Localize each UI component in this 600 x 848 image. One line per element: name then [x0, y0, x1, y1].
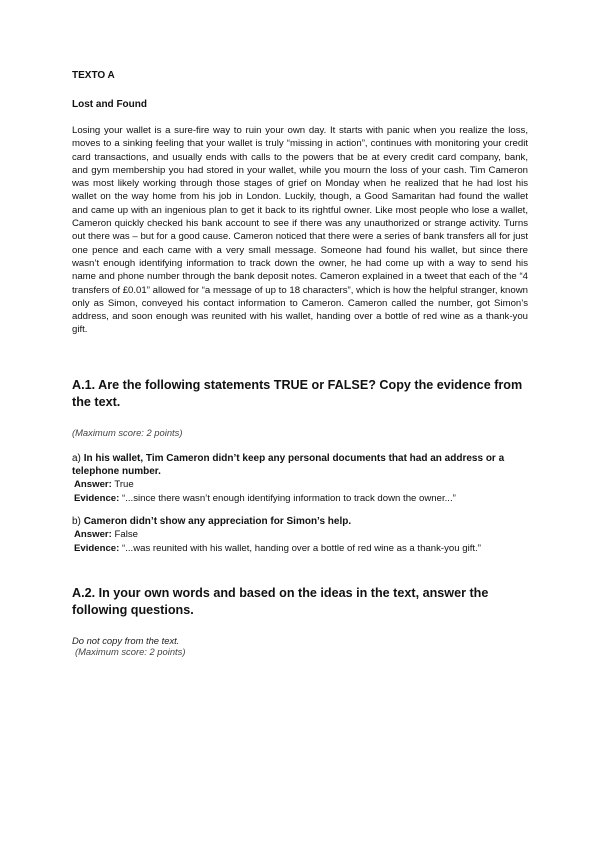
section-a1-heading: A.1. Are the following statements TRUE or FALSE? Copy the evidence from the text. [72, 377, 523, 409]
question-a-evidence [72, 492, 528, 505]
question-a [72, 452, 528, 479]
question-a-answer [72, 478, 528, 491]
section-a2-instructions [72, 635, 528, 657]
question-b-answer [72, 528, 528, 541]
evidence-value: “...was reunited with his wallet, handing over a bottle of red wine as a thank-you gift.” [122, 542, 481, 554]
question-b-label: b) [72, 515, 81, 527]
texto-label: TEXTO A [72, 70, 115, 81]
article-title: Lost and Found [72, 99, 147, 110]
answer-value: True [114, 479, 134, 491]
document-content [72, 70, 528, 657]
evidence-value: “...since there wasn’t enough identifying information to track down the owner...” [122, 492, 456, 504]
evidence-label: Evidence: [74, 542, 120, 554]
question-b [72, 515, 528, 528]
section-a2-instruction: Do not copy from the text. [72, 634, 180, 646]
section-a2-heading: A.2. In your own words and based on the ideas in the text, answer the following questions. [72, 585, 489, 617]
question-a-text: In his wallet, Tim Cameron didn’t keep any personal documents that had an address or a telephone number. [72, 452, 505, 478]
question-b-text: Cameron didn’t show any appreciation for Simon’s help. [83, 515, 352, 527]
evidence-label: Evidence: [74, 492, 120, 504]
answer-value: False [114, 529, 138, 541]
answer-label: Answer: [74, 479, 112, 491]
section-a2-score: (Maximum score: 2 points) [75, 645, 186, 657]
passage-paragraph: Losing your wallet is a sure-fire way to ruin your own day. It starts with panic when you realize the loss, moves to a sinking feeling that your wallet is truly “missing in action”, continues with monitoring your credit card transactions, and usually ends with calls to the powers that be at every credit card company, bank, and gym membership you had stored in your wallet, while you mourn the loss of your cash. Tim Cameron was most likely working through those stages of grief on Monday when he realized that he had lost his wallet on the way home from his job in London. Luckily, though, a Good Samaritan had found the wallet and came up with an ingenious plan to get it back to its rightful owner. Like most people who lose a wallet, Cameron quickly checked his bank account to see if there was any unauthorized or strange activity. Turns out there was – but for a good cause. Cameron noticed that there were a series of bank transfers all for just one pence and each came with a very small message. Someone had found his wallet, but since there wasn’t enough identifying information to track down the owner, he had come up with a way to send his name and phone number through the bank deposit notes. Cameron explained in a tweet that each of the “4 transfers of £0.01” allowed for “a message of up to 18 characters”, which is how the helpful stranger, known only as Simon, conveyed his contact information to Cameron. Cameron called the number, got Simon’s address, and soon enough was reunited with his wallet, handing over a bottle of red wine as a thank-you gift. [72, 125, 528, 336]
answer-label: Answer: [74, 529, 112, 541]
question-b-evidence [72, 542, 528, 555]
section-a1-score: (Maximum score: 2 points) [72, 426, 183, 438]
question-a-label: a) [72, 452, 81, 464]
